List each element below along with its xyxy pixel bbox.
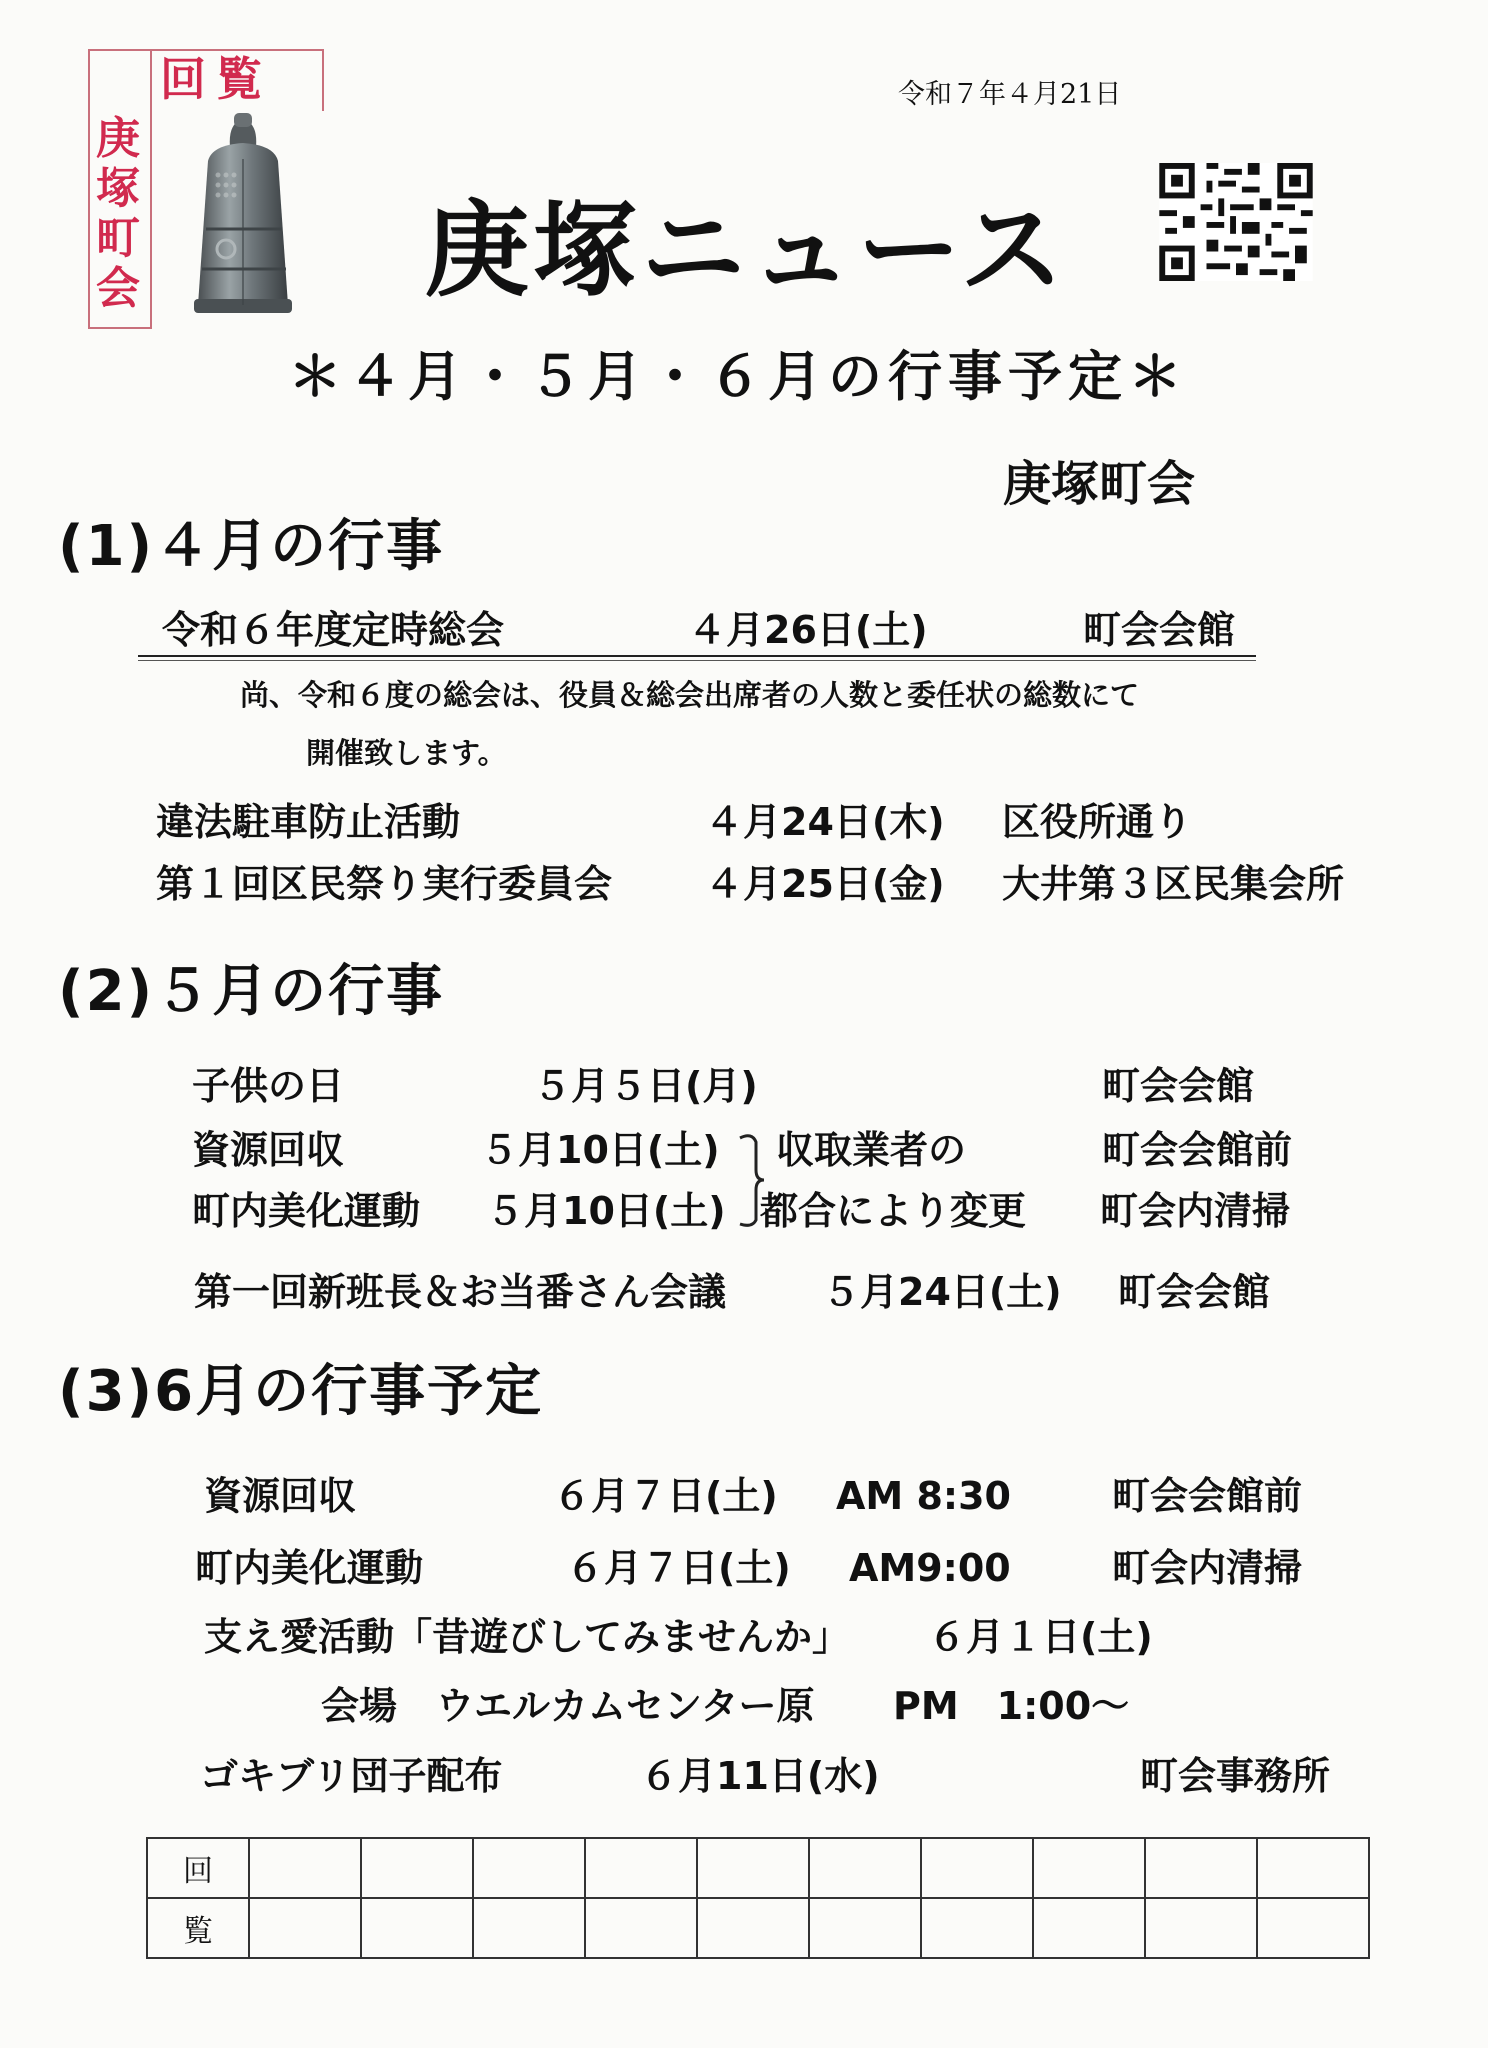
event-note: 都合により変更 [760, 1189, 1027, 1233]
signature-cell[interactable] [921, 1898, 1033, 1958]
signature-cell[interactable] [1145, 1838, 1257, 1898]
event-date: ４月24日(木) [705, 800, 945, 844]
signature-cell[interactable] [809, 1838, 921, 1898]
signature-cell[interactable] [1145, 1898, 1257, 1958]
venue-label: 会場 [321, 1684, 398, 1728]
signature-cell[interactable] [361, 1898, 473, 1958]
event-name: 町内美化運動 [195, 1546, 424, 1590]
circulation-table [146, 1837, 1370, 1959]
event-place: 町会会館 [1102, 1064, 1255, 1108]
organization-name: 庚塚町会 [1003, 456, 1196, 512]
bell-illustration [168, 109, 318, 331]
circulation-label: 覧 [147, 1898, 249, 1958]
event-name: ゴキブリ団子配布 [200, 1754, 503, 1798]
signature-cell[interactable] [697, 1898, 809, 1958]
signature-cell[interactable] [473, 1838, 585, 1898]
signature-cell[interactable] [1257, 1838, 1369, 1898]
signature-cell[interactable] [585, 1898, 697, 1958]
stamp-char-3: 町 [96, 213, 140, 264]
event-place: 町会事務所 [1140, 1754, 1331, 1798]
event-time: AM 8:30 [836, 1474, 1011, 1518]
underline [138, 655, 1256, 657]
event-date: ５月24日(土) [822, 1270, 1062, 1314]
event-place: 町会会館前 [1112, 1474, 1303, 1518]
event-place: 区役所通り [1002, 800, 1193, 844]
signature-cell[interactable] [585, 1838, 697, 1898]
event-place: 大井第３区民集会所 [1002, 862, 1345, 906]
table-row [147, 1838, 1369, 1898]
circulation-stamp [88, 49, 326, 329]
stamp-char-2: 塚 [96, 163, 140, 214]
june-heading: (3)6月の行事予定 [58, 1359, 544, 1424]
meeting-note-line1: 尚、令和６度の総会は、役員＆総会出席者の人数と委任状の総数にて [240, 678, 1140, 712]
event-name: 支え愛活動「昔遊びしてみませんか」 [204, 1615, 851, 1659]
event-name: 資源回収 [192, 1128, 345, 1172]
qr-code[interactable] [1158, 163, 1314, 281]
stamp-char-4: 会 [96, 263, 140, 314]
signature-cell[interactable] [1257, 1898, 1369, 1958]
event-place: 町会会館 [1083, 608, 1236, 652]
signature-cell[interactable] [921, 1838, 1033, 1898]
event-date: ６月11日(水) [640, 1754, 880, 1798]
venue-name: ウエルカムセンター原 [436, 1684, 815, 1728]
table-row [147, 1898, 1369, 1958]
event-place: 町会会館前 [1102, 1128, 1293, 1172]
event-place: 町会会館 [1118, 1270, 1271, 1314]
event-name: 第一回新班長＆お当番さん会議 [194, 1270, 727, 1314]
event-name: 資源回収 [204, 1474, 357, 1518]
issue-date: 令和７年４月21日 [898, 79, 1122, 110]
signature-cell[interactable] [473, 1898, 585, 1958]
event-name: 違法駐車防止活動 [156, 800, 461, 844]
underline-2 [138, 660, 1256, 661]
newsletter-title: 庚塚ニュース [425, 189, 1068, 311]
event-name: 第１回区民祭り実行委員会 [156, 862, 613, 906]
may-heading: (2)５月の行事 [58, 959, 445, 1024]
event-name: 令和６年度定時総会 [162, 608, 505, 652]
signature-cell[interactable] [697, 1838, 809, 1898]
event-date: ６月１日(土) [928, 1615, 1153, 1659]
stamp-label: 回覧 [160, 52, 272, 106]
event-date: ６月７日(土) [566, 1546, 791, 1590]
event-time: AM9:00 [849, 1546, 1011, 1590]
event-date: ４月25日(金) [705, 862, 945, 906]
event-date: ４月26日(土) [688, 608, 928, 652]
signature-cell[interactable] [249, 1898, 361, 1958]
event-date: ６月７日(土) [553, 1474, 778, 1518]
schedule-subtitle: ＊４月・５月・６月の行事予定＊ [288, 345, 1188, 408]
signature-cell[interactable] [249, 1838, 361, 1898]
signature-cell[interactable] [361, 1838, 473, 1898]
stamp-char-1: 庚 [96, 113, 140, 164]
event-date: ５月10日(土) [486, 1189, 726, 1233]
signature-cell[interactable] [809, 1898, 921, 1958]
event-name: 子供の日 [192, 1064, 345, 1108]
event-date: ５月５日(月) [533, 1064, 758, 1108]
signature-cell[interactable] [1033, 1838, 1145, 1898]
event-date: ５月10日(土) [480, 1128, 720, 1172]
event-place: 町会内清掃 [1112, 1546, 1303, 1590]
april-heading: (1)４月の行事 [58, 514, 445, 579]
event-place: 町会内清掃 [1100, 1189, 1291, 1233]
event-name: 町内美化運動 [192, 1189, 421, 1233]
meeting-note-line2: 開催致します。 [306, 736, 507, 770]
signature-cell[interactable] [1033, 1898, 1145, 1958]
event-time: PM 1:00～ [893, 1684, 1130, 1728]
circulation-label: 回 [147, 1838, 249, 1898]
event-note: 収取業者の [776, 1128, 967, 1172]
